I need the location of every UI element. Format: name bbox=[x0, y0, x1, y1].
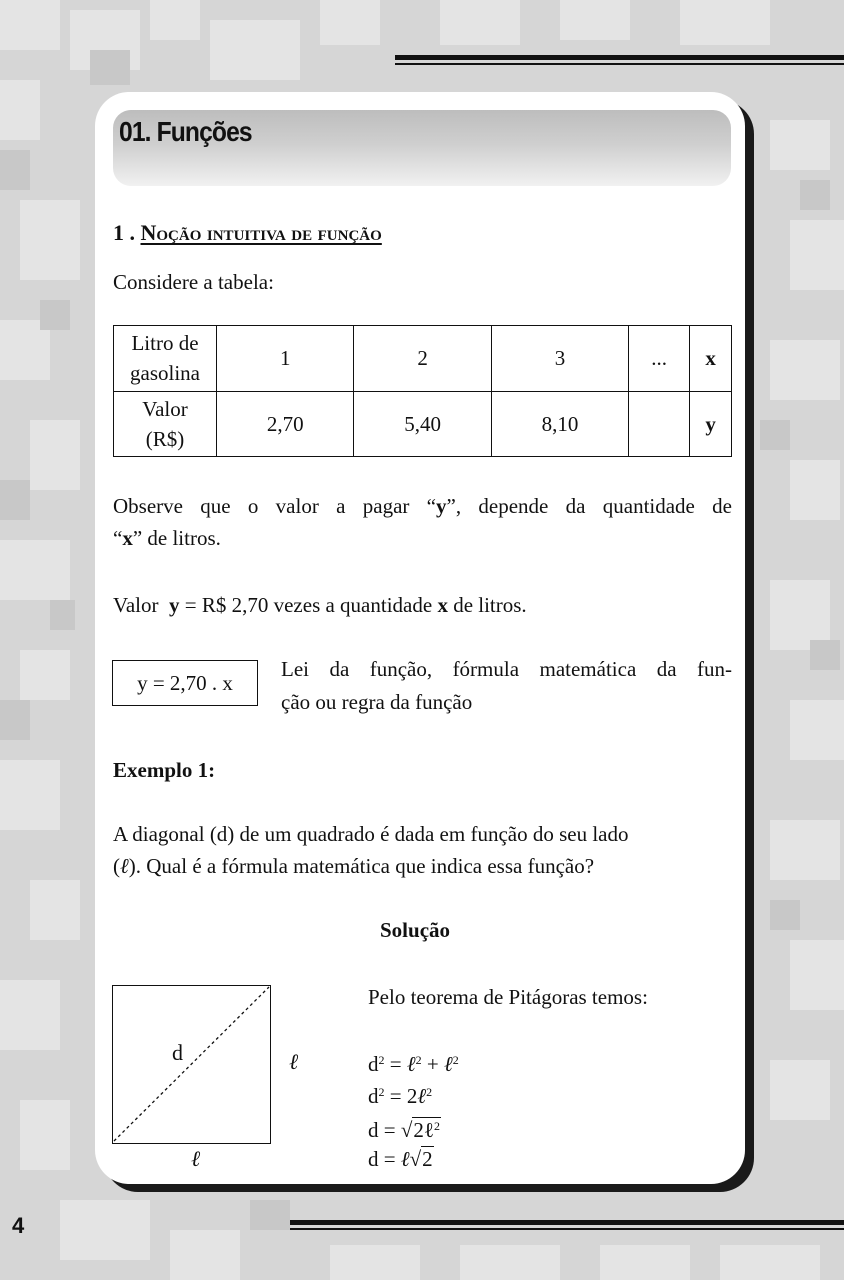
table-cell: ... bbox=[629, 326, 690, 392]
bottom-rule-thick bbox=[290, 1220, 844, 1225]
diagonal-label: d bbox=[172, 1040, 183, 1065]
function-law-text: Lei da função, fórmula matemática da fun- ção ou regra da função bbox=[281, 657, 732, 714]
side-label-bottom: ℓ bbox=[191, 1147, 201, 1172]
table-row bbox=[114, 391, 732, 457]
table-row-label: Litro de gasolina bbox=[114, 326, 217, 392]
top-rule-thick bbox=[395, 55, 844, 60]
function-formula-box: y = 2,70 . x bbox=[112, 660, 258, 706]
example-line-1: A diagonal (d) de um quadrado é dada em função do seu lado bbox=[113, 822, 629, 846]
chapter-header bbox=[113, 110, 731, 186]
table-cell: 2,70 bbox=[217, 391, 354, 457]
table-cell: 5,40 bbox=[354, 391, 491, 457]
table-row bbox=[114, 326, 732, 392]
section-heading bbox=[113, 220, 382, 246]
top-rule-thin bbox=[395, 63, 844, 65]
chapter-title: 01. Funções bbox=[119, 116, 252, 147]
bottom-rule-thin bbox=[290, 1228, 844, 1230]
table-cell: 1 bbox=[217, 326, 354, 392]
side-label-right: ℓ bbox=[289, 1050, 299, 1075]
section-number: 1 . bbox=[113, 220, 135, 245]
table-cell: x bbox=[690, 326, 732, 392]
example-line-2: (ℓ). Qual é a fórmula matemática que indica essa função? bbox=[113, 854, 595, 878]
solution-intro: Pelo teorema de Pitágoras temos: bbox=[368, 985, 648, 1009]
solution-heading: Solução bbox=[380, 918, 451, 942]
page-number: 4 bbox=[12, 1213, 25, 1238]
table-cell: 3 bbox=[491, 326, 628, 392]
observe-line-2: “x” de litros. bbox=[113, 526, 221, 550]
observe-line-1: Observe que o valor a pagar “y”, depende da quantidade de bbox=[113, 494, 732, 518]
equation-2: $d^2$ = 2ℓ$^2$ bbox=[368, 1084, 433, 1108]
table-row-label: Valor (R$) bbox=[114, 391, 217, 457]
section-title: Noção intuitiva de função bbox=[140, 220, 382, 245]
equation-4: d = ℓ√2 bbox=[368, 1147, 433, 1171]
valor-line: Valor y = R$ 2,70 vezes a quantidade x de litros. bbox=[113, 593, 527, 617]
example-heading: Exemplo 1: bbox=[113, 758, 216, 782]
square-diagonal bbox=[112, 985, 272, 1145]
table-cell: y bbox=[690, 391, 732, 457]
equation-3: d = √2ℓ$^2$ bbox=[368, 1118, 440, 1142]
equation-1: $d^2$ = ℓ$^2$ + ℓ$^2$ bbox=[368, 1052, 459, 1076]
intro-text: Considere a tabela: bbox=[113, 270, 274, 294]
gasoline-table bbox=[113, 325, 732, 457]
table-cell: 2 bbox=[354, 326, 491, 392]
table-cell bbox=[629, 391, 690, 457]
table-cell: 8,10 bbox=[491, 391, 628, 457]
content-card bbox=[95, 92, 745, 1184]
